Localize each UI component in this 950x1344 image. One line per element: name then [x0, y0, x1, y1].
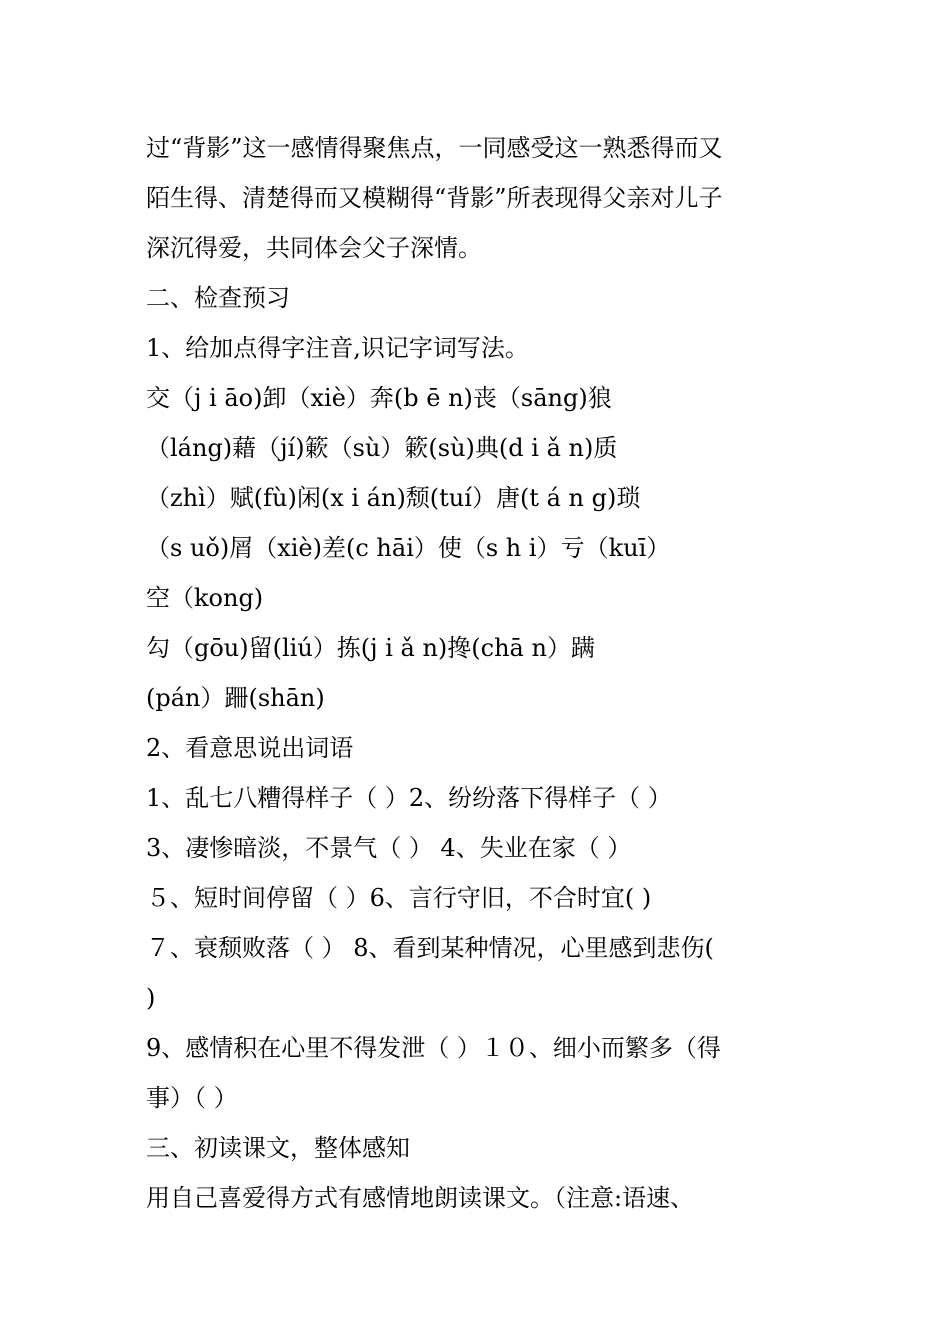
pinyin-line: （láng)藉（jí)簌（sù）簌(sù)典(d i ǎ n)质	[146, 434, 618, 462]
pinyin-line: （zhì）赋(fù)闲(x i án)颓(tuí）唐(t á n g)琐	[146, 484, 641, 512]
text-line: 2、看意思说出词语	[146, 734, 354, 762]
section-heading-first-reading: 三、初读课文，整体感知	[146, 1134, 410, 1162]
exercise-line: 3、凄惨暗淡，不景气（ ） 4、失业在家（ ）	[146, 834, 632, 862]
exercise-line: )	[146, 984, 156, 1012]
pinyin-line: 空（kong)	[146, 584, 264, 612]
text-line: 用自己喜爱得方式有感情地朗读课文。（注意:语速、	[146, 1184, 695, 1212]
exercise-line: 事）（ ）	[146, 1084, 238, 1112]
exercise-line: ５、短时间停留（ ）6、言行守旧，不合时宜( )	[146, 884, 652, 912]
exercise-line: 9、感情积在心里不得发泄（ ）１０、细小而繁多（得	[146, 1034, 721, 1062]
pinyin-line: （s uǒ)屑（xiè)差(c hāi）使（s h i）亏（kuī）	[146, 534, 671, 562]
exercise-line: ７、衰颓败落（ ） 8、看到某种情况，心里感到悲伤(	[146, 934, 714, 962]
pinyin-line: (pán）跚(shān)	[146, 684, 325, 712]
exercise-line: 1、乱七八糟得样子（ ）2、纷纷落下得样子（ ）	[146, 784, 672, 812]
section-heading-check-preview: 二、检查预习	[146, 284, 290, 312]
text-line: 1、给加点得字注音,识记字词写法。	[146, 334, 529, 362]
text-line: 陌生得、清楚得而又模糊得“背影”所表现得父亲对儿子	[146, 184, 723, 212]
pinyin-line: 勾（gōu)留(liú）拣(j i ǎ n)搀(chā n）蹒	[146, 634, 595, 662]
text-line: 过“背影”这一感情得聚焦点，一同感受这一熟悉得而又	[146, 134, 723, 162]
pinyin-line: 交（j i āo)卸（xiè）奔(b ē n)丧（sāng)狼	[146, 384, 612, 412]
text-line: 深沉得爱，共同体会父子深情。	[146, 234, 482, 262]
